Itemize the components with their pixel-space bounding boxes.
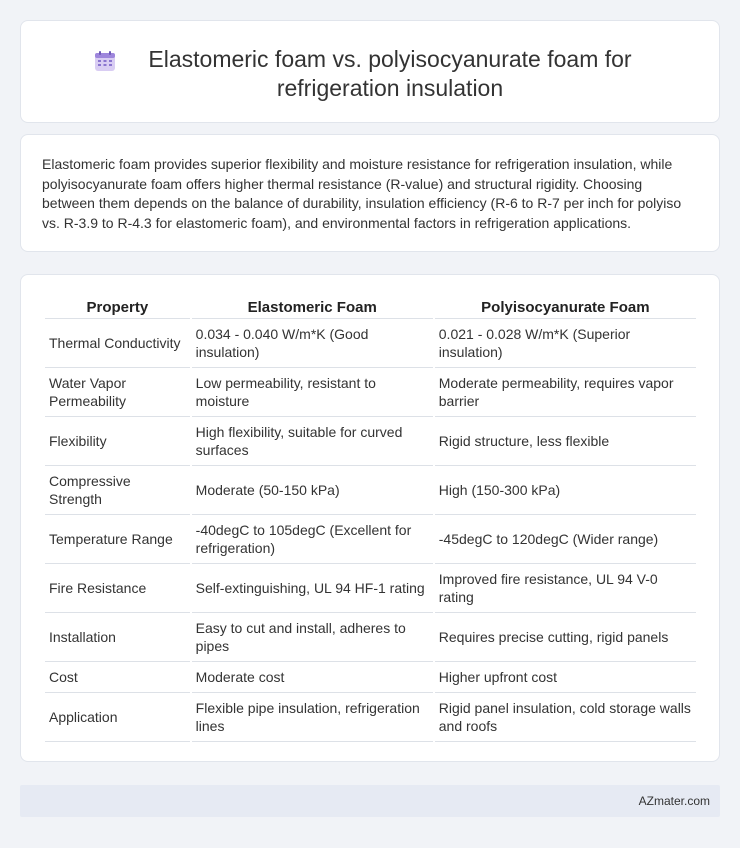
cell-property: Fire Resistance <box>45 564 190 613</box>
cell-property: Compressive Strength <box>45 466 190 515</box>
comparison-table <box>43 297 698 742</box>
table-row <box>45 662 696 693</box>
cell-property: Thermal Conductivity <box>45 319 190 368</box>
cell-property: Water Vapor Permeability <box>45 368 190 417</box>
table-row <box>45 693 696 742</box>
header-elastomeric: Elastomeric Foam <box>192 297 433 319</box>
cell-polyiso: Rigid panel insulation, cold storage walls and roofs <box>435 693 696 742</box>
intro-card <box>20 134 720 252</box>
cell-elastomeric: Easy to cut and install, adheres to pipes <box>192 613 433 662</box>
table-header-row <box>45 297 696 319</box>
cell-elastomeric: Moderate (50-150 kPa) <box>192 466 433 515</box>
table-card <box>20 274 720 762</box>
cell-elastomeric: Flexible pipe insulation, refrigeration lines <box>192 693 433 742</box>
footer-site-link[interactable]: AZmater.com <box>638 794 710 808</box>
cell-elastomeric: Self-extinguishing, UL 94 HF-1 rating <box>192 564 433 613</box>
table-row <box>45 564 696 613</box>
cell-elastomeric: 0.034 - 0.040 W/m*K (Good insulation) <box>192 319 433 368</box>
cell-property: Temperature Range <box>45 515 190 564</box>
cell-polyiso: Requires precise cutting, rigid panels <box>435 613 696 662</box>
table-row <box>45 319 696 368</box>
cell-polyiso: Rigid structure, less flexible <box>435 417 696 466</box>
table-row <box>45 613 696 662</box>
cell-elastomeric: Moderate cost <box>192 662 433 693</box>
cell-polyiso: High (150-300 kPa) <box>435 466 696 515</box>
cell-elastomeric: High flexibility, suitable for curved surfaces <box>192 417 433 466</box>
calendar-icon <box>94 50 116 72</box>
cell-property: Cost <box>45 662 190 693</box>
table-row <box>45 466 696 515</box>
intro-text: Elastomeric foam provides superior flexibility and moisture resistance for refrigeration insulation, while polyisocyanurate foam offers higher thermal resistance (R-value) and structural rigidity. Choosing between them depends on the balance of durability, insulation efficiency (R-6 to R-7 per inch for polyiso vs. R-3.9 to R-4.3 for elastomeric foam), and environmental factors in refrigeration applications. <box>42 156 682 231</box>
cell-property: Application <box>45 693 190 742</box>
table-row <box>45 368 696 417</box>
page-title: Elastomeric foam vs. polyisocyanurate foam for refrigeration insulation <box>148 46 632 101</box>
header-polyiso: Polyisocyanurate Foam <box>435 297 696 319</box>
cell-property: Flexibility <box>45 417 190 466</box>
cell-elastomeric: Low permeability, resistant to moisture <box>192 368 433 417</box>
cell-polyiso: Higher upfront cost <box>435 662 696 693</box>
cell-polyiso: Moderate permeability, requires vapor barrier <box>435 368 696 417</box>
header-property: Property <box>45 297 190 319</box>
cell-polyiso: -45degC to 120degC (Wider range) <box>435 515 696 564</box>
title-wrap <box>21 45 719 103</box>
table-row <box>45 417 696 466</box>
title-card <box>20 20 720 123</box>
cell-polyiso: Improved fire resistance, UL 94 V-0 rating <box>435 564 696 613</box>
cell-polyiso: 0.021 - 0.028 W/m*K (Superior insulation) <box>435 319 696 368</box>
cell-property: Installation <box>45 613 190 662</box>
table-row <box>45 515 696 564</box>
cell-elastomeric: -40degC to 105degC (Excellent for refrigeration) <box>192 515 433 564</box>
footer <box>20 785 720 817</box>
